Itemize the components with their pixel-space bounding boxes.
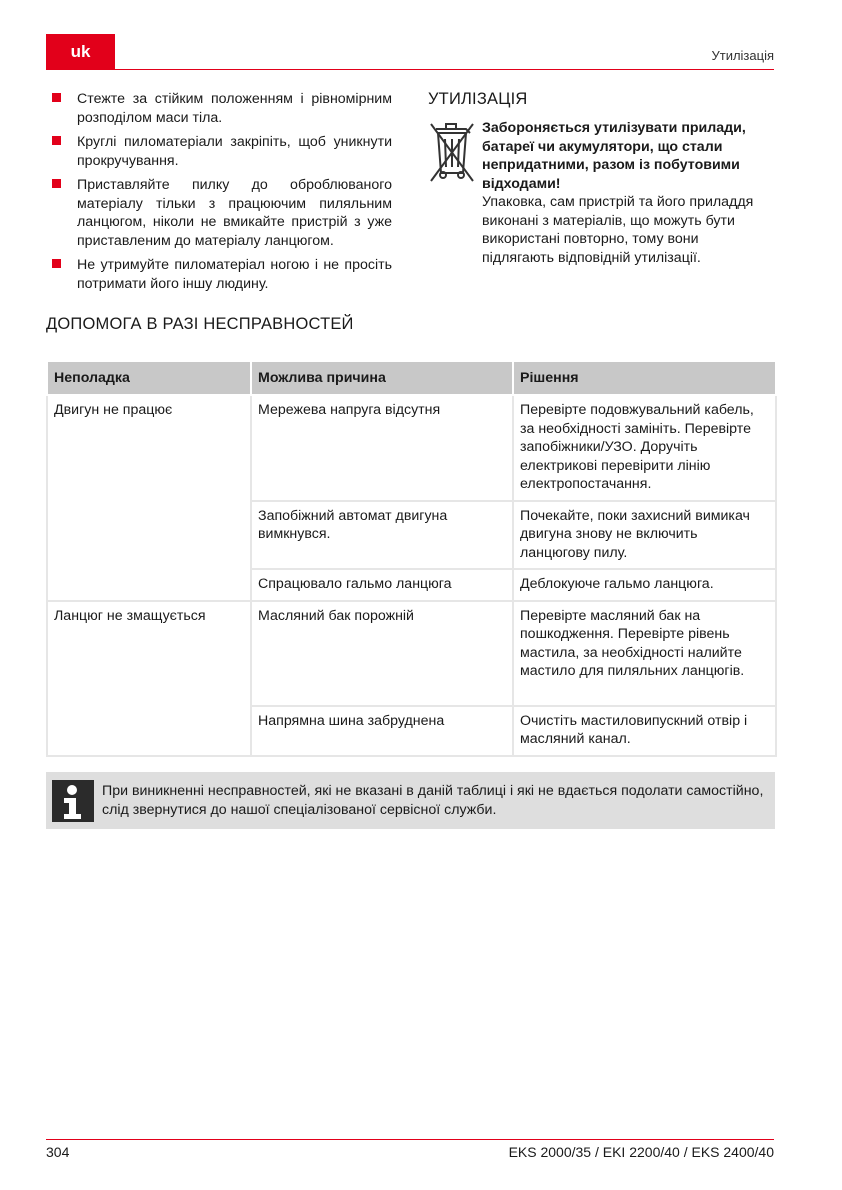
disposal-heading: УТИЛІЗАЦІЯ [428,90,528,108]
bullet-text: Круглі пиломатеріали закріпіть, щоб уникнути прокручування. [77,134,392,169]
disposal-text: Упаковка, сам пристрій та його приладдя виконані з матеріалів, що можуть бути використані повторно, тому вони підлягають відповідній утилізації. [482,194,754,266]
section-title: Утилізація [711,48,774,63]
crossed-out-bin-icon [428,119,476,185]
info-note [46,772,775,829]
header-divider [46,69,774,70]
cause-cell: Напрямна шина забруднена [251,706,513,756]
bullet-square-icon [52,93,61,102]
solution-cell: Почекайте, поки захисний вимикач двигуна знову не включить ланцюгову пилу. [513,501,776,570]
cause-cell: Запобіжний автомат двигуна вимкнувся. [251,501,513,570]
list-item [46,90,392,127]
troubleshooting-table [46,360,777,757]
list-item [46,256,392,293]
cause-cell: Спрацювало гальмо ланцюга [251,569,513,601]
cause-cell: Масляний бак порожній [251,601,513,706]
column-header-solution: Рішення [513,361,776,395]
bullet-square-icon [52,179,61,188]
solution-cell: Очистіть мастиловипускний отвір і масляний канал. [513,706,776,756]
language-tab: uk [46,34,115,70]
bullet-text: Не утримуйте пиломатеріал ногою і не просіть потримати його іншу людину. [77,257,392,292]
bullet-square-icon [52,136,61,145]
table-row [47,395,776,501]
disposal-section [428,90,774,267]
list-item [46,133,392,170]
cause-cell: Мережева напруга відсутня [251,395,513,501]
solution-cell: Перевірте подовжувальний кабель, за необхідності замініть. Перевірте запобіжники/УЗО. Доручіть електрикові перевірити лінію електропостачання. [513,395,776,501]
solution-cell: Перевірте масляний бак на пошкодження. Перевірте рівень мастила, за необхідності налийте мастило для пиляльних ланцюгів. [513,601,776,706]
fault-cell: Ланцюг не змащується [47,601,251,756]
bullet-square-icon [52,259,61,268]
troubleshooting-heading: ДОПОМОГА В РАЗІ НЕСПРАВНОСТЕЙ [46,315,354,333]
info-icon [52,780,94,822]
safety-bullet-list [46,90,392,299]
table-header-row [47,361,776,395]
column-header-fault: Неполадка [47,361,251,395]
page-number: 304 [46,1144,70,1160]
column-header-cause: Можлива причина [251,361,513,395]
info-text: При виникненні несправностей, які не вказані в даній таблиці і які не вдається подолати самостійно, слід звернутися до нашої спеціалізованої сервісної служби. [102,783,764,818]
disposal-warning: Забороняється утилізувати прилади, батареї чи акумулятори, що стали непридатними, разом із побутовими відходами! [482,120,746,192]
footer-divider [46,1139,774,1140]
list-item [46,176,392,250]
model-number: EKS 2000/35 / EKI 2200/40 / EKS 2400/40 [508,1144,774,1160]
fault-cell: Двигун не працює [47,395,251,601]
solution-cell: Деблокуюче гальмо ланцюга. [513,569,776,601]
table-row [47,601,776,706]
bullet-text: Приставляйте пилку до оброблюваного матеріалу тільки з працюючим пиляльним ланцюгом, ніколи не вмикайте пристрій з уже приставленим до матеріалу ланцюгом. [77,177,392,249]
bullet-text: Стежте за стійким положенням і рівномірним розподілом маси тіла. [77,91,392,126]
